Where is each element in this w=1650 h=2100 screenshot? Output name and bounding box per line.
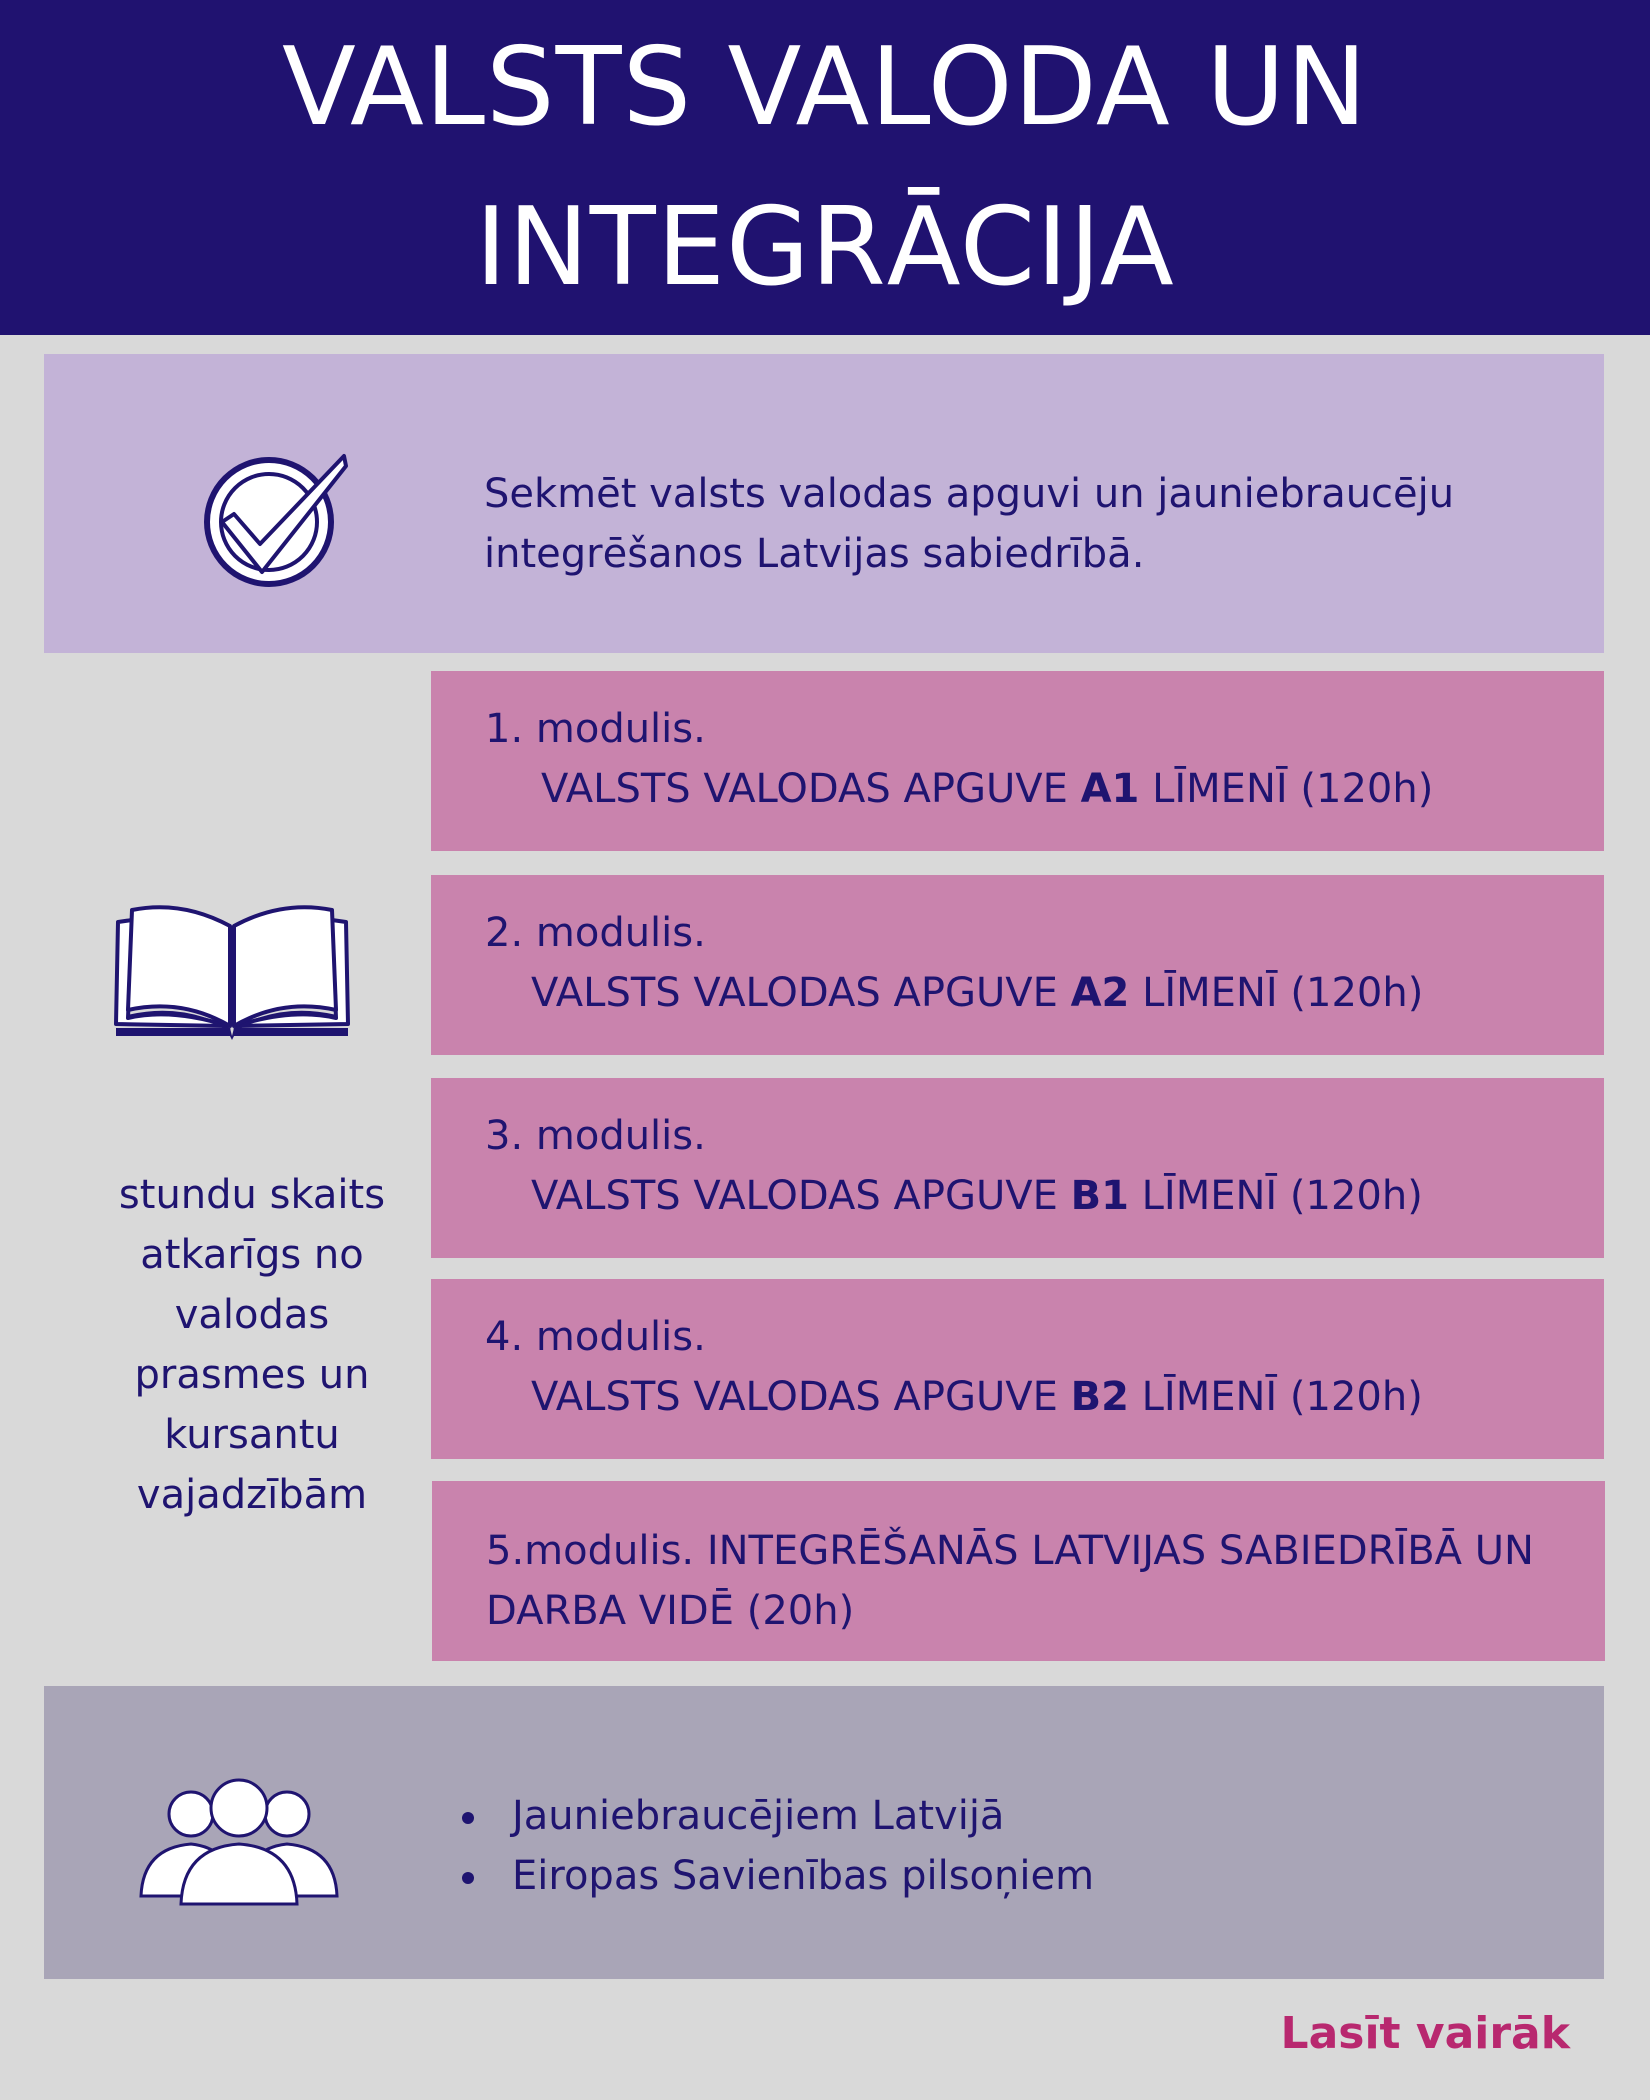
read-more-link[interactable]: Lasīt vairāk [1280, 2008, 1570, 2059]
module-5 [432, 1481, 1605, 1661]
list-item: Jauniebraucējiem Latvijā [454, 1786, 1094, 1846]
open-book-icon [112, 900, 352, 1040]
module-level: B1 [1070, 1173, 1129, 1219]
list-item: Eiropas Savienības pilsoņiem [454, 1846, 1094, 1906]
module-title: VALSTS VALODAS APGUVE A2 LĪMENĪ (120h) [531, 970, 1424, 1016]
page-header [0, 0, 1650, 335]
module-2 [431, 875, 1604, 1055]
module-level: B2 [1070, 1374, 1129, 1420]
audience-list [454, 1786, 1094, 1906]
module-1 [431, 671, 1604, 851]
module-title: VALSTS VALODAS APGUVE B2 LĪMENĪ (120h) [531, 1374, 1423, 1420]
module-number: 2. modulis. [485, 910, 706, 956]
module-title: VALSTS VALODAS APGUVE A1 LĪMENĪ (120h) [541, 766, 1434, 812]
page-title-line-1: VALSTS VALODA UN [282, 25, 1368, 150]
module-4 [431, 1279, 1604, 1459]
module-5-text: 5.modulis. INTEGRĒŠANĀS LATVIJAS SABIEDRĪBĀ UN DARBA VIDĒ (20h) [486, 1528, 1534, 1634]
checkmark-circle-icon [194, 444, 354, 594]
module-level: A2 [1070, 970, 1130, 1016]
page-title-line-2: INTEGRĀCIJA [475, 185, 1175, 310]
module-level: A1 [1080, 766, 1140, 812]
module-number: 4. modulis. [485, 1314, 706, 1360]
goal-text: Sekmēt valsts valodas apguvi un jauniebraucēju integrēšanos Latvijas sabiedrībā. [484, 471, 1455, 577]
module-number: 1. modulis. [485, 706, 706, 752]
module-3 [431, 1078, 1604, 1258]
hours-note: stundu skaits atkarīgs no valodas prasmes un kursantu vajadzībām [118, 1172, 386, 1518]
module-title: VALSTS VALODAS APGUVE B1 LĪMENĪ (120h) [531, 1173, 1423, 1219]
goal-panel [44, 354, 1604, 653]
people-group-icon [139, 1776, 339, 1906]
module-number: 3. modulis. [485, 1113, 706, 1159]
audience-panel [44, 1686, 1604, 1979]
